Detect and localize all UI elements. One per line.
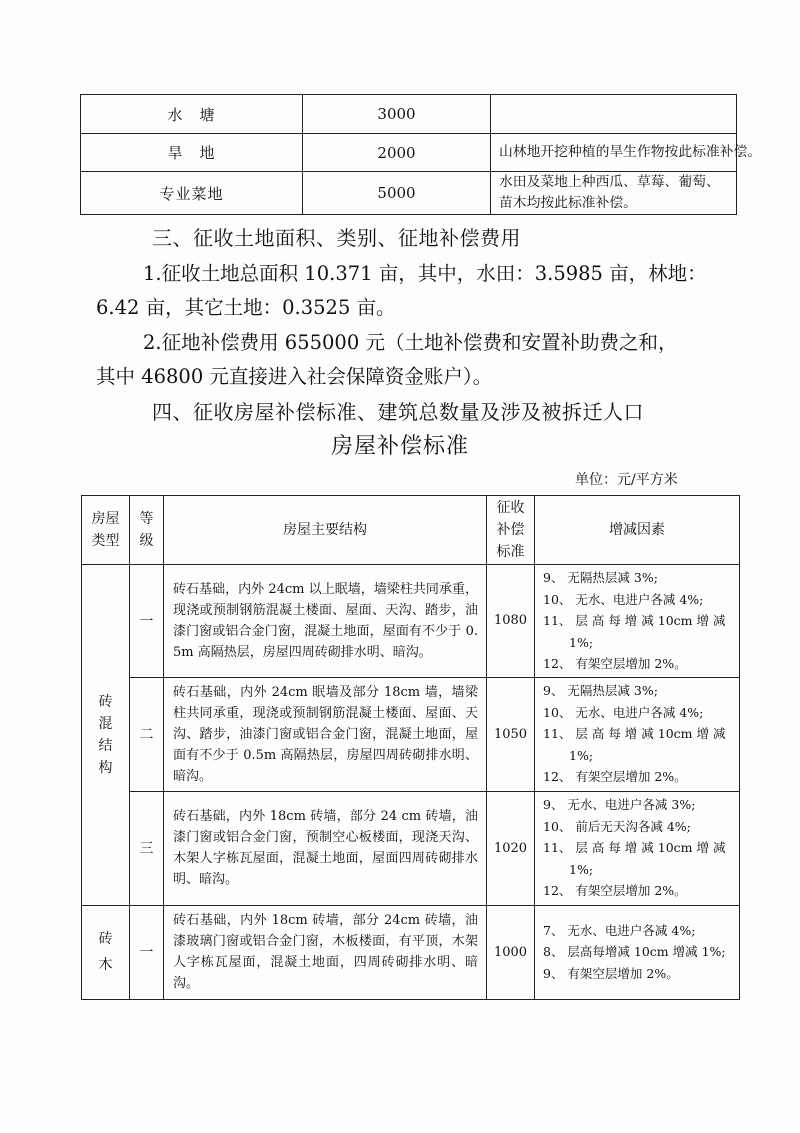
table-row: [82, 791, 740, 905]
section-4-heading: 四、征收房屋补偿标准、建筑总数量及涉及被拆迁人口: [152, 400, 644, 424]
factor-item: 9、 无水、电进户各减 3%;: [543, 797, 696, 813]
structure-cell: 砖石基础，内外 24cm 眠墙及部分 18cm 墙，墙梁柱共同承重，现浇或预制钢筋混凝土楼面、屋面、天沟、踏步，油漆门窗或铝合金门窗，混凝土地面，屋面有不少于 0.5m 高隔热层，房屋四周砖砌排水明、暗沟。: [164, 677, 487, 791]
table-row: [81, 172, 737, 215]
header-house-type: 房屋类型: [82, 496, 130, 565]
table-row: [82, 905, 740, 999]
factor-item: 10、 前后无天沟各减 4%;: [543, 818, 691, 834]
factors-cell: [535, 565, 740, 678]
structure-cell: 砖石基础，内外 18cm 砖墙，部分 24cm 砖墙，油漆玻璃门窗或铝合金门窗，木板楼面，有平顶，木架人字栋瓦屋面，混凝土地面，四周砖砌排水明、暗沟。: [164, 905, 487, 999]
table-title: 房屋补偿标准: [330, 434, 469, 459]
land-note-cell: 山林地开挖种植的旱生作物按此标准补偿。: [491, 134, 737, 172]
land-price-cell: 2000: [303, 134, 491, 172]
grade-cell: 一: [130, 565, 164, 678]
paragraph-compensation-line-2: 其中 46800 元直接进入社会保障资金账户）。: [96, 365, 493, 388]
price-cell: 1020: [487, 791, 535, 905]
factors-cell: [535, 677, 740, 791]
land-note-cell: [491, 95, 737, 134]
factor-item: 11、 层 高 每 增 减 10cm 增 减: [543, 613, 726, 628]
price-cell: 1050: [487, 677, 535, 791]
factor-item-continuation: 1%;: [569, 634, 594, 650]
factor-item: 10、 无水、电进户各减 4%;: [543, 704, 704, 720]
unit-label: 单位：元/平方米: [575, 472, 678, 488]
factor-item: 12、 有架空层增加 2%。: [543, 883, 687, 899]
factor-item: 12、 有架空层增加 2%。: [543, 769, 687, 785]
land-price-cell: 3000: [303, 95, 491, 134]
factor-item: 9、 无隔热层减 3%;: [543, 570, 658, 585]
grade-cell: 二: [130, 677, 164, 791]
factors-cell: [535, 791, 740, 905]
land-type-cell: 旱 地: [81, 134, 303, 172]
factor-item: 12、 有架空层增加 2%。: [543, 656, 687, 671]
table-row: [81, 134, 737, 172]
factor-item: 11、 层 高 每 增 减 10cm 增 减: [543, 840, 726, 856]
structure-cell: 砖石基础，内外 18cm 砖墙，部分 24 cm 砖墙，油漆门窗或铝合金门窗，预制空心板楼面，现浇天沟、木架人字栋瓦屋面，混凝土地面，屋面四周砖砌排水明、暗沟。: [164, 791, 487, 905]
price-cell: 1080: [487, 565, 535, 678]
factor-item: 9、 有架空层增加 2%。: [543, 965, 679, 981]
grade-cell: 一: [130, 905, 164, 999]
header-structure: 房屋主要结构: [164, 496, 487, 565]
factor-item-continuation: 1%;: [569, 747, 594, 763]
housing-compensation-table: [81, 495, 740, 1000]
paragraph-compensation-line-1: 2.征地补偿费用 655000 元（土地补偿费和安置补助费之和，: [143, 331, 678, 354]
table-header-row: [82, 496, 740, 565]
house-type-cell: 砖混结构: [82, 565, 130, 906]
structure-cell: 砖石基础，内外 24cm 以上眠墙，墙梁柱共同承重，现浇或预制钢筋混凝土楼面、屋面、天沟、踏步，油漆门窗或铝合金门窗，混凝土地面，屋面有不少于 0.5m 高隔热层，房屋四周砖砌排水明、暗沟。: [164, 565, 487, 678]
section-3-heading: 三、征收土地面积、类别、征地补偿费用: [152, 226, 521, 250]
land-type-cell: 专业菜地: [81, 172, 303, 215]
table-row: [82, 565, 740, 678]
paragraph-land-area-line-1: 1.征收土地总面积 10.371 亩，其中，水田：3.5985 亩，林地：: [143, 262, 707, 285]
factors-cell: [535, 905, 740, 999]
header-price: 征收补偿标准: [487, 496, 535, 565]
header-grade: 等级: [130, 496, 164, 565]
land-note-cell: 水田及菜地上种西瓜、草莓、葡萄、苗木均按此标准补偿。: [491, 172, 737, 215]
paragraph-land-area-line-2: 6.42 亩，其它土地：0.3525 亩。: [96, 296, 396, 319]
factor-item: 7、 无水、电进户各减 4%;: [543, 922, 696, 938]
header-factors: 增减因素: [535, 496, 740, 565]
house-type-cell: 砖木: [82, 905, 130, 999]
factor-item: 8、 层高每增减 10cm 增减 1%;: [543, 944, 726, 960]
factor-item-continuation: 1%;: [569, 861, 594, 877]
factor-item: 10、 无水、电进户各减 4%;: [543, 591, 704, 607]
factor-item: 9、 无隔热层减 3%;: [543, 683, 658, 699]
land-type-cell: 水 塘: [81, 95, 303, 134]
factor-item: 11、 层 高 每 增 减 10cm 增 减: [543, 726, 726, 742]
table-row: [81, 95, 737, 134]
price-cell: 1000: [487, 905, 535, 999]
table-row: [82, 677, 740, 791]
grade-cell: 三: [130, 791, 164, 905]
land-compensation-table: [80, 94, 762, 215]
land-price-cell: 5000: [303, 172, 491, 215]
